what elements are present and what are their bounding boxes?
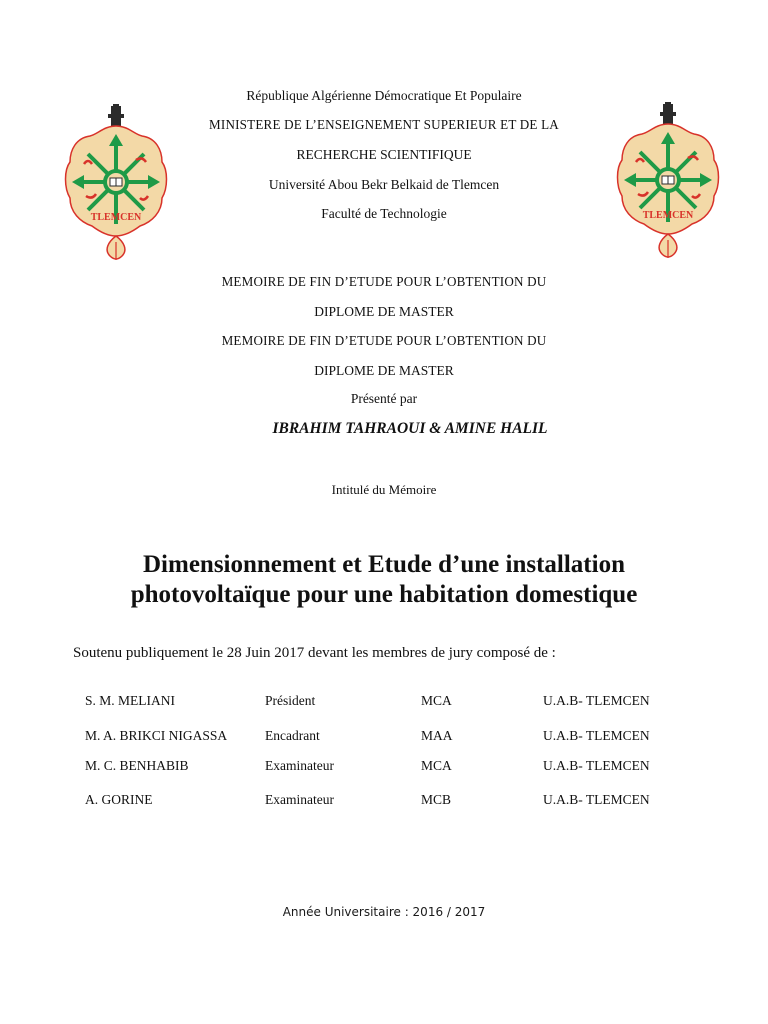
memoire-line3: MEMOIRE DE FIN D’ETUDE POUR L’OBTENTION DU — [221, 333, 547, 348]
presented-by: Présenté par — [350, 391, 418, 406]
thesis-title-line2: photovoltaïque pour une habitation domestique — [130, 581, 638, 608]
thesis-title-line1: Dimensionnement et Etude d’une installation — [143, 551, 625, 578]
jury-member-name: A. GORINE — [85, 792, 153, 807]
jury-member-institution: U.A.B- TLEMCEN — [543, 792, 650, 807]
jury-member-grade: MCA — [421, 693, 452, 708]
jury-member-name: M. C. BENHABIB — [85, 758, 189, 773]
university-name: Université Abou Bekr Belkaid de Tlemcen — [268, 177, 500, 192]
jury-member-role: Examinateur — [265, 792, 334, 807]
ministry-heading-line1: MINISTERE DE L’ENSEIGNEMENT SUPERIEUR ET DE LA — [209, 117, 559, 132]
jury-member-name: S. M. MELIANI — [85, 693, 175, 708]
jury-member-role: Président — [265, 693, 316, 708]
jury-member-grade: MCA — [421, 758, 452, 773]
jury-member-role: Examinateur — [265, 758, 334, 773]
faculty-name: Faculté de Technologie — [321, 206, 447, 221]
jury-member-institution: U.A.B- TLEMCEN — [543, 728, 650, 743]
memoire-line1: MEMOIRE DE FIN D’ETUDE POUR L’OBTENTION DU — [221, 274, 547, 289]
jury-member-institution: U.A.B- TLEMCEN — [543, 693, 650, 708]
memoire-line4: DIPLOME DE MASTER — [314, 363, 454, 378]
jury-member-role: Encadrant — [265, 728, 320, 743]
svg-text:TLEMCEN: TLEMCEN — [642, 210, 694, 221]
defense-statement: Soutenu publiquement le 28 Juin 2017 devant les membres de jury composé de : — [73, 645, 556, 661]
republic-heading: République Algérienne Démocratique Et Populaire — [246, 88, 522, 103]
jury-member-grade: MAA — [421, 728, 453, 743]
jury-member-grade: MCB — [421, 792, 452, 807]
svg-text:TLEMCEN: TLEMCEN — [90, 212, 142, 223]
ministry-heading-line2: RECHERCHE SCIENTIFIQUE — [296, 147, 472, 162]
jury-member-name: M. A. BRIKCI NIGASSA — [85, 728, 228, 743]
jury-member-institution: U.A.B- TLEMCEN — [543, 758, 650, 773]
thesis-title-label: Intitulé du Mémoire — [331, 482, 437, 497]
academic-year: Année Universitaire : 2016 / 2017 — [282, 905, 486, 919]
memoire-line2: DIPLOME DE MASTER — [314, 304, 454, 319]
authors: IBRAHIM TAHRAOUI & AMINE HALIL — [272, 420, 548, 437]
